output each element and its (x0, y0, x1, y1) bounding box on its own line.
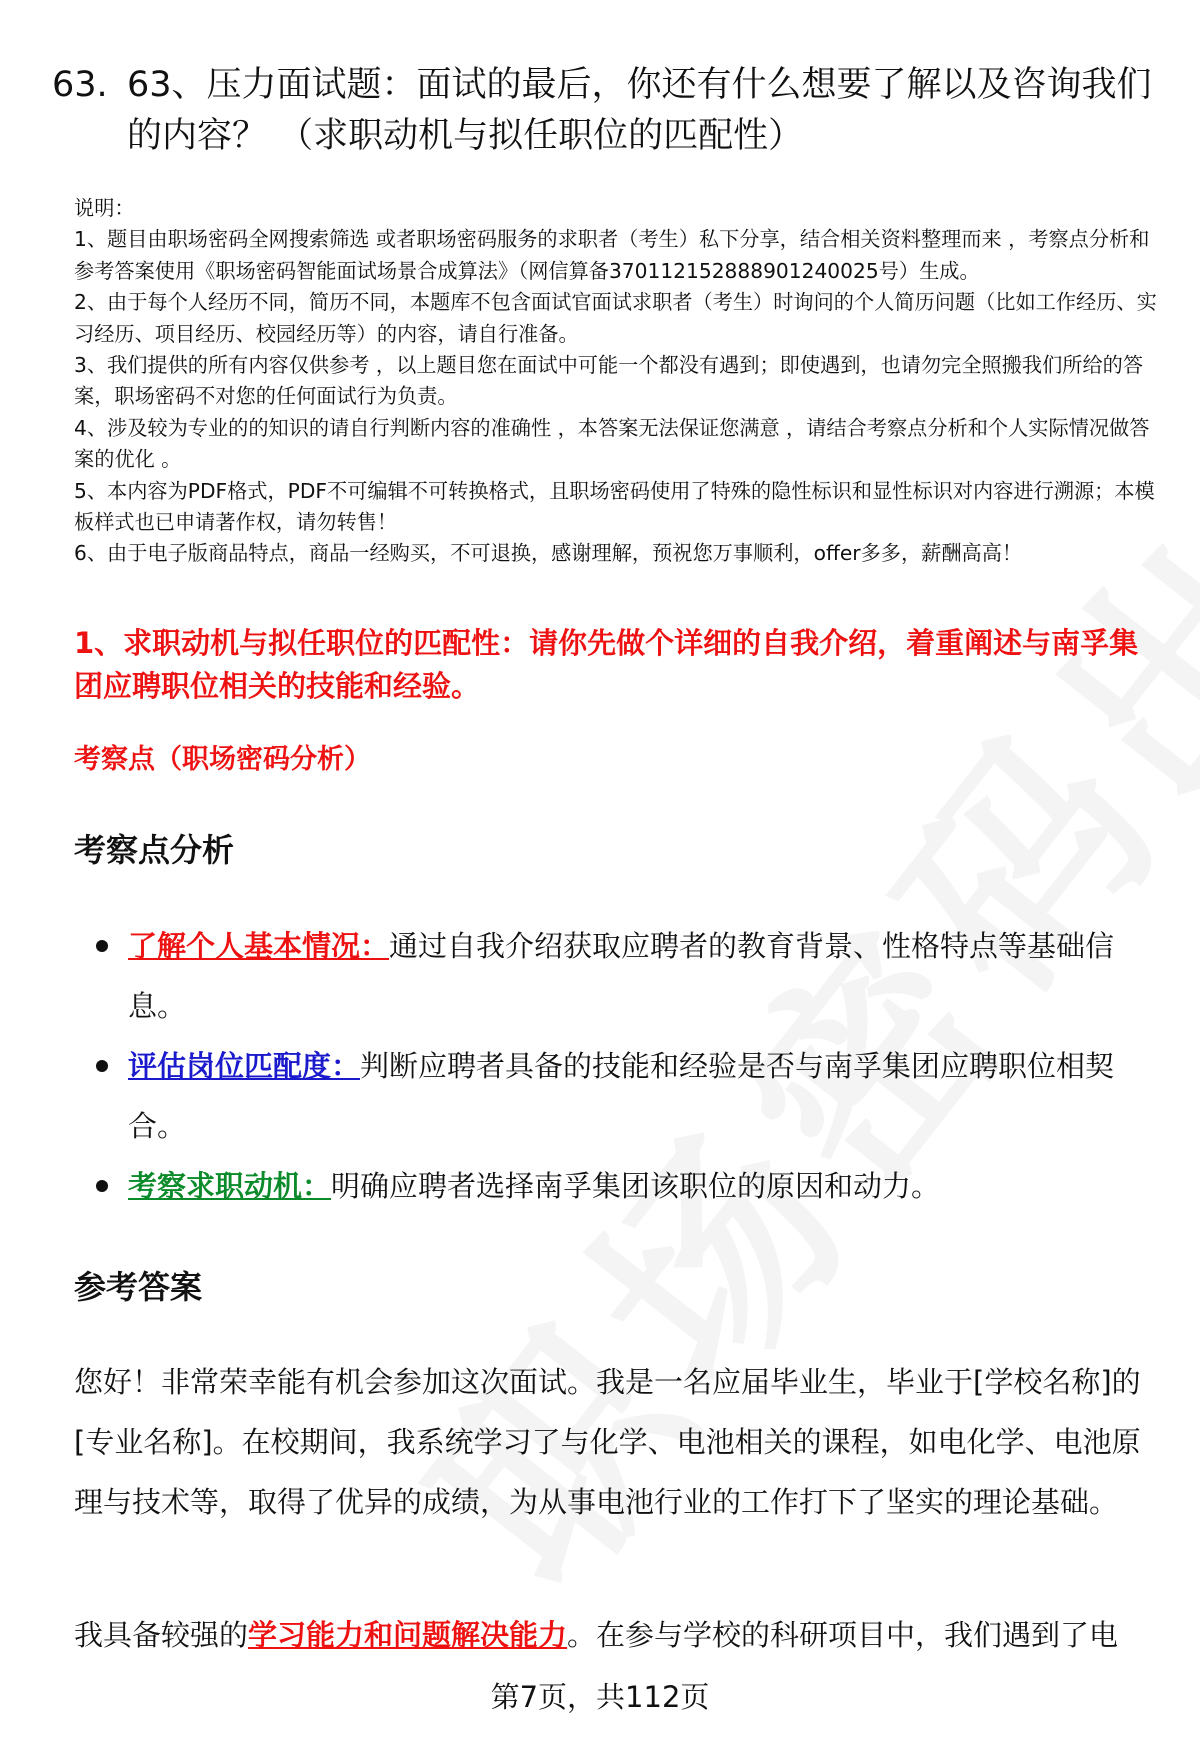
answer-suffix: 。在参与学校的科研项目中，我们遇到了电 (567, 1618, 1119, 1652)
bullet-icon (96, 1180, 108, 1192)
bullet-text: 通过自我介绍获取应聘者的教育背景、性格特点等基础信息。 (128, 929, 1115, 1023)
notes-line: 6、由于电子版商品特点，商品一经购买，不可退换，感谢理解，预祝您万事顺利，offer多多，薪酬高高！ (74, 541, 1023, 566)
answer-paragraph-2 (74, 1615, 1159, 1655)
notes-line: 4、涉及较为专业的的知识的请自行判断内容的准确性 ，本答案无法保证您满意 ，请结合考察点分析和个人实际情况做答案的优化 。 (74, 415, 1150, 472)
assessment-label: 考察点（职场密码分析） (74, 744, 371, 775)
notes-line: 3、我们提供的所有内容仅供参考 ，以上题目您在面试中可能一个都没有遇到；即使遇到，也请勿完全照搬我们所给的答案，职场密码不对您的任何面试行为负责。 (74, 353, 1144, 409)
analysis-heading: 考察点分析 (74, 831, 235, 869)
bullet-text: 判断应聘者具备的技能和经验是否与南孚集团应聘职位相契合。 (128, 1049, 1115, 1143)
bullet-key: 评估岗位匹配度： (128, 1049, 361, 1083)
list-item (96, 916, 1156, 1036)
notes-block (74, 193, 1159, 570)
answer-highlight: 学习能力和问题解决能力 (248, 1618, 568, 1652)
page-footer: 第7页，共112页 (490, 1680, 710, 1714)
bullet-key: 考察求职动机： (128, 1169, 332, 1203)
list-item (96, 1036, 1156, 1156)
answer-paragraph: 您好！非常荣幸能有机会参加这次面试。我是一名应届毕业生，毕业于[学校名称]的[专业名称]。在校期间，我系统学习了与化学、电池相关的课程，如电化学、电池原理与技术等，取得了优异的成绩，为从事电池行业的工作打下了坚实的理论基础。 (74, 1365, 1141, 1519)
question-number: 63. (52, 65, 108, 105)
bullet-icon (96, 1060, 108, 1072)
notes-line: 2、由于每个人经历不同，简历不同，本题库不包含面试官面试求职者（考生）时询问的个人简历问题（比如工作经历、实习经历、项目经历、校园经历等）的内容，请自行准备。 (74, 290, 1157, 346)
analysis-list (96, 916, 1156, 1216)
answer-prefix: 我具备较强的 (74, 1618, 249, 1652)
bullet-key: 了解个人基本情况： (128, 929, 390, 963)
bullet-icon (96, 940, 108, 952)
interview-question-1: 1、求职动机与拟任职位的匹配性：请你先做个详细的自我介绍，着重阐述与南孚集团应聘职位相关的技能和经验。 (74, 626, 1139, 703)
answer-heading: 参考答案 (74, 1268, 203, 1306)
notes-line: 说明： (74, 196, 135, 220)
list-item (96, 1156, 1156, 1216)
notes-line: 5、本内容为PDF格式，PDF不可编辑不可转换格式，且职场密码使用了特殊的隐性标识和显性标识对内容进行溯源；本模板样式也已申请著作权，请勿转售！ (74, 478, 1155, 535)
notes-line: 1、题目由职场密码全网搜索筛选 或者职场密码服务的求职者（考生）私下分享，结合相关资料整理而来 ，考察点分析和参考答案使用《职场密码智能面试场景合成算法》（网信算备370112152888901240025号）生成。 (74, 227, 1150, 283)
bullet-text: 明确应聘者选择南孚集团该职位的原因和动力。 (331, 1169, 941, 1203)
question-title (52, 60, 1152, 162)
question-text: 63、压力面试题：面试的最后，你还有什么想要了解以及咨询我们的内容？ （求职动机与拟任职位的匹配性） (127, 65, 1152, 156)
